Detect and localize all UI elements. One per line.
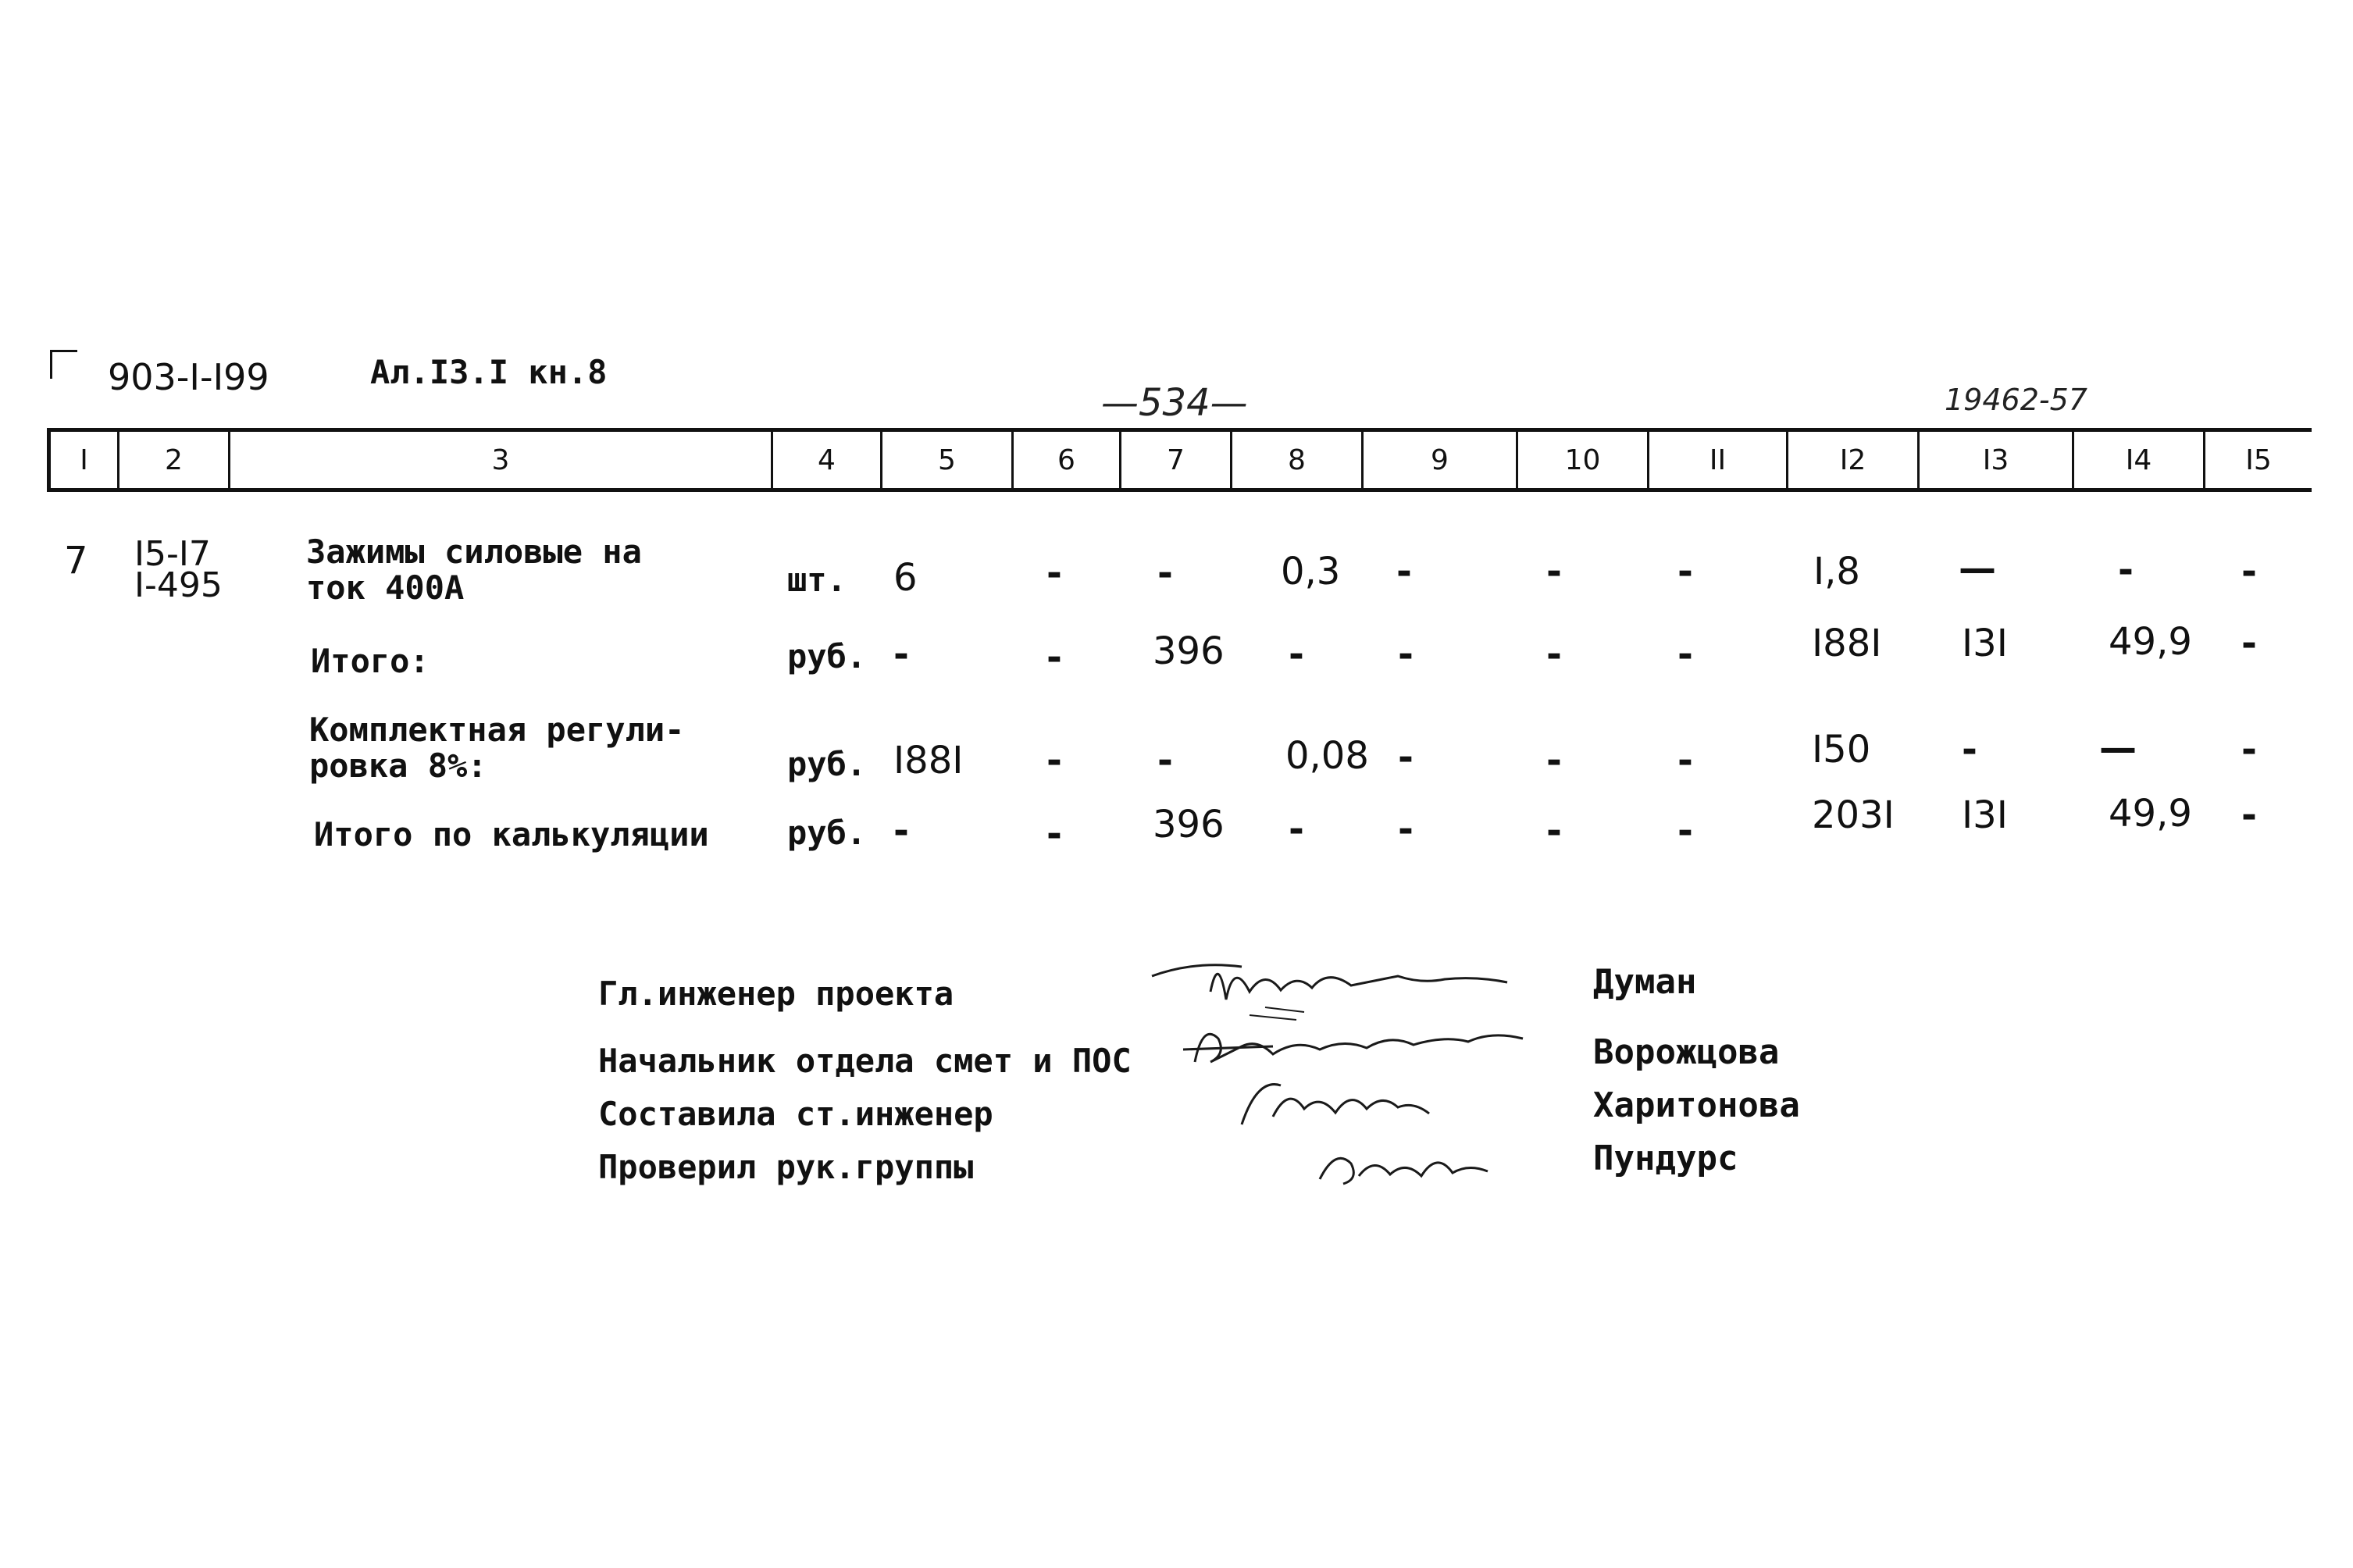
cell-c8: 0,3	[1281, 550, 1341, 593]
column-header: I	[47, 432, 117, 488]
norm-code: I5-I7 I-495	[134, 534, 223, 605]
cell-c9: -	[1398, 736, 1414, 779]
signature-name: Думан	[1593, 962, 1697, 1002]
column-header: 3	[228, 432, 771, 488]
cell-c7: 396	[1153, 629, 1225, 673]
archive-number: 19462-57	[1945, 383, 2087, 417]
cell-c6: -	[1046, 551, 1062, 595]
cell-c5: -	[893, 633, 909, 676]
cell-c12: I88I	[1812, 622, 1882, 665]
cell-c12: 203I	[1812, 793, 1895, 837]
cell-c10: -	[1546, 550, 1562, 593]
cell-c14: 49,9	[2109, 620, 2192, 664]
corner-mark	[50, 350, 77, 379]
item-name: Итого по калькуляции	[314, 815, 709, 853]
cell-c14: -	[2118, 548, 2134, 592]
column-header-bar	[47, 428, 2312, 492]
cell-c13: —	[1959, 547, 1996, 590]
handwritten-signature-4	[1312, 1132, 1499, 1195]
signature-role: Гл.инженер проекта	[598, 975, 954, 1013]
column-header: 2	[117, 432, 228, 488]
item-name: Зажимы силовые на ток 400А	[306, 533, 642, 607]
cell-c11: -	[1677, 550, 1693, 593]
cell-c11: -	[1677, 809, 1693, 853]
cell-c10: -	[1546, 809, 1562, 853]
document-code: 903-I-I99	[108, 356, 269, 398]
cell-c5: -	[893, 809, 909, 853]
cell-c9: -	[1398, 807, 1414, 851]
cell-c15: -	[2241, 550, 2257, 593]
signature-name: Ворожцова	[1593, 1032, 1780, 1072]
cell-c14: —	[2099, 726, 2137, 770]
column-header: 5	[880, 432, 1011, 488]
signature-role: Составила ст.инженер	[598, 1095, 993, 1133]
item-name: Итого:	[311, 642, 430, 680]
page-number: —534—	[1101, 381, 1248, 425]
unit: руб.	[787, 814, 867, 852]
unit: шт.	[787, 561, 847, 599]
item-name: Комплектная регули- ровка 8%:	[309, 711, 685, 785]
cell-c13: -	[1962, 728, 1977, 772]
album-reference: Ал.I3.I кн.8	[370, 353, 608, 391]
cell-c10: -	[1546, 739, 1562, 782]
cell-c15: -	[2241, 622, 2257, 665]
cell-c8: 0,08	[1285, 734, 1369, 778]
cell-c10: -	[1546, 633, 1562, 676]
cell-c12: I50	[1812, 728, 1871, 772]
cell-c12: I,8	[1813, 550, 1860, 593]
signature-role: Начальник отдела смет и ПОС	[598, 1042, 1132, 1080]
handwritten-signature-3	[1234, 1070, 1453, 1132]
cell-c11: -	[1677, 739, 1693, 782]
unit: руб.	[787, 637, 867, 675]
column-header: 9	[1361, 432, 1516, 488]
cell-c15: -	[2241, 728, 2257, 772]
unit: руб.	[787, 745, 867, 783]
cell-c5: I88I	[893, 739, 964, 782]
cell-c9: -	[1396, 550, 1412, 593]
cell-c13: I3I	[1962, 793, 2008, 837]
column-header: 7	[1119, 432, 1230, 488]
cell-c6: -	[1046, 812, 1062, 856]
cell-c15: -	[2241, 793, 2257, 837]
column-header: 6	[1011, 432, 1119, 488]
row-number: 7	[64, 539, 88, 583]
signature-role: Проверил рук.группы	[598, 1148, 974, 1186]
cell-c5: 6	[893, 556, 918, 600]
cell-c9: -	[1398, 633, 1414, 676]
column-header: I4	[2072, 432, 2203, 488]
cell-c8: -	[1289, 807, 1304, 851]
column-header: 8	[1230, 432, 1361, 488]
cell-c8: -	[1289, 633, 1304, 676]
cell-c7: -	[1157, 739, 1173, 782]
cell-c11: -	[1677, 633, 1693, 676]
column-header: I2	[1786, 432, 1917, 488]
column-header: I5	[2203, 432, 2312, 488]
signature-name: Пундурс	[1593, 1139, 1738, 1178]
handwritten-signature-2	[1179, 1015, 1531, 1078]
column-header: 4	[771, 432, 880, 488]
cell-c6: -	[1046, 739, 1062, 782]
cell-c7: 396	[1153, 803, 1225, 846]
signature-name: Харитонова	[1593, 1085, 1800, 1125]
cell-c14: 49,9	[2109, 792, 2192, 836]
cell-c6: -	[1046, 636, 1062, 679]
cell-c7: -	[1157, 551, 1173, 595]
column-header: 10	[1516, 432, 1647, 488]
cell-c13: I3I	[1962, 622, 2008, 665]
column-header: I3	[1917, 432, 2072, 488]
column-header: II	[1647, 432, 1786, 488]
